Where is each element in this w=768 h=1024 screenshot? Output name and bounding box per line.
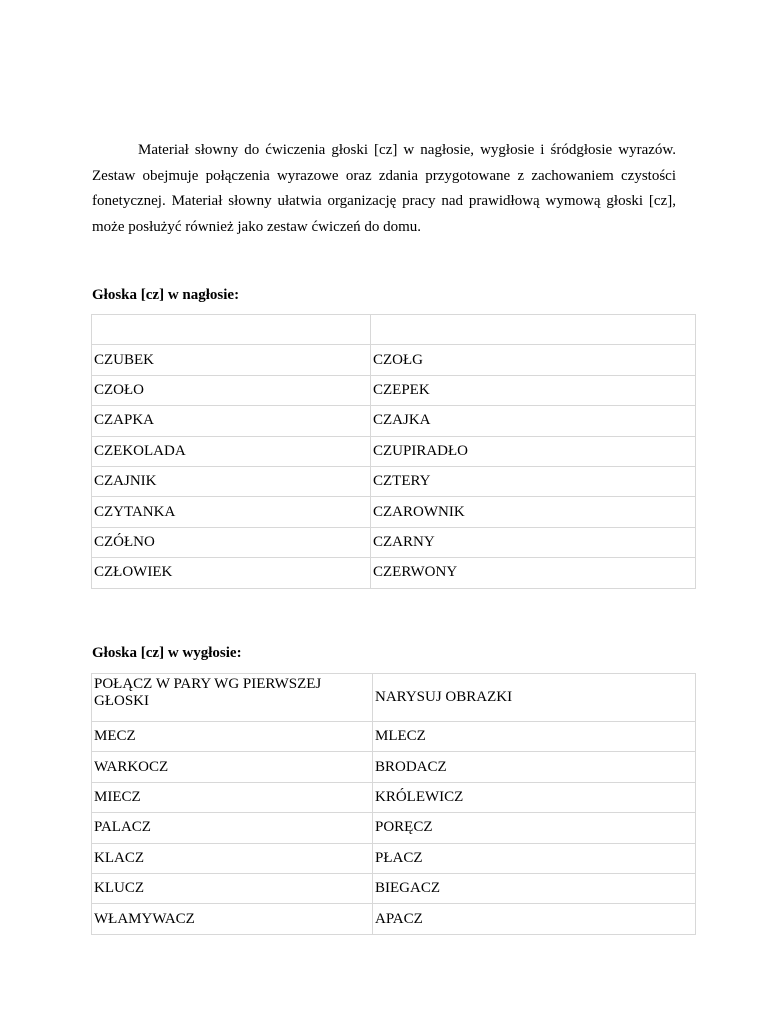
table-cell: [371, 315, 696, 345]
section-heading-initial: Głoska [cz] w nagłosie:: [92, 287, 240, 303]
table-cell: CZERWONY: [371, 558, 696, 588]
table-row: [92, 527, 696, 557]
table-cell: MLECZ: [373, 722, 696, 752]
table-row: [92, 813, 696, 843]
table-cell: BIEGACZ: [373, 873, 696, 903]
table-cell: CZOŁO: [92, 375, 371, 405]
table-cell: PORĘCZ: [373, 813, 696, 843]
section-heading-final: Głoska [cz] w wygłosie:: [92, 645, 242, 661]
table-header-cell: NARYSUJ OBRAZKI: [373, 674, 696, 722]
table-row: [92, 843, 696, 873]
table-row: [92, 722, 696, 752]
table-row: [92, 375, 696, 405]
table-header-row: [92, 315, 696, 345]
table-row: [92, 752, 696, 782]
table-header-row: [92, 674, 696, 722]
table-cell: KLUCZ: [92, 873, 373, 903]
word-table-final: [91, 673, 696, 935]
table-cell: MIECZ: [92, 782, 373, 812]
table-cell: CZŁOWIEK: [92, 558, 371, 588]
table-cell: CZAJNIK: [92, 466, 371, 496]
table-cell: APACZ: [373, 904, 696, 934]
table-cell: WŁAMYWACZ: [92, 904, 373, 934]
table-header-cell: POŁĄCZ W PARY WG PIERWSZEJ GŁOSKI: [92, 674, 373, 722]
table-cell: CZUBEK: [92, 345, 371, 375]
table-cell: PŁACZ: [373, 843, 696, 873]
table-cell: PALACZ: [92, 813, 373, 843]
table-row: [92, 345, 696, 375]
table-cell: MECZ: [92, 722, 373, 752]
table-cell: CZTERY: [371, 466, 696, 496]
table-cell: CZUPIRADŁO: [371, 436, 696, 466]
table-cell: WARKOCZ: [92, 752, 373, 782]
table-row: [92, 873, 696, 903]
table-cell: CZEKOLADA: [92, 436, 371, 466]
table-cell: [92, 315, 371, 345]
intro-paragraph: Materiał słowny do ćwiczenia głoski [cz] w nagłosie, wygłosie i śródgłosie wyrazów. Zestaw obejmuje połączenia wyrazowe oraz zdania przygotowane z zachowaniem czystości fonetycznej. Materiał słowny ułatwia organizację pracy nad prawidłową wymową głoski [cz], może posłużyć również jako zestaw ćwiczeń do domu.: [92, 142, 676, 235]
table-row: [92, 436, 696, 466]
table-cell: CZOŁG: [371, 345, 696, 375]
table-cell: CZAPKA: [92, 406, 371, 436]
table-row: [92, 466, 696, 496]
table-cell: CZAJKA: [371, 406, 696, 436]
word-table-initial: [91, 314, 696, 589]
table-cell: CZARNY: [371, 527, 696, 557]
table-cell: CZYTANKA: [92, 497, 371, 527]
table-row: [92, 904, 696, 934]
table-cell: BRODACZ: [373, 752, 696, 782]
table-cell: KRÓLEWICZ: [373, 782, 696, 812]
table-cell: CZEPEK: [371, 375, 696, 405]
table-row: [92, 406, 696, 436]
table-row: [92, 782, 696, 812]
table-cell: CZAROWNIK: [371, 497, 696, 527]
table-row: [92, 497, 696, 527]
table-cell: KLACZ: [92, 843, 373, 873]
table-cell: CZÓŁNO: [92, 527, 371, 557]
table-row: [92, 558, 696, 588]
